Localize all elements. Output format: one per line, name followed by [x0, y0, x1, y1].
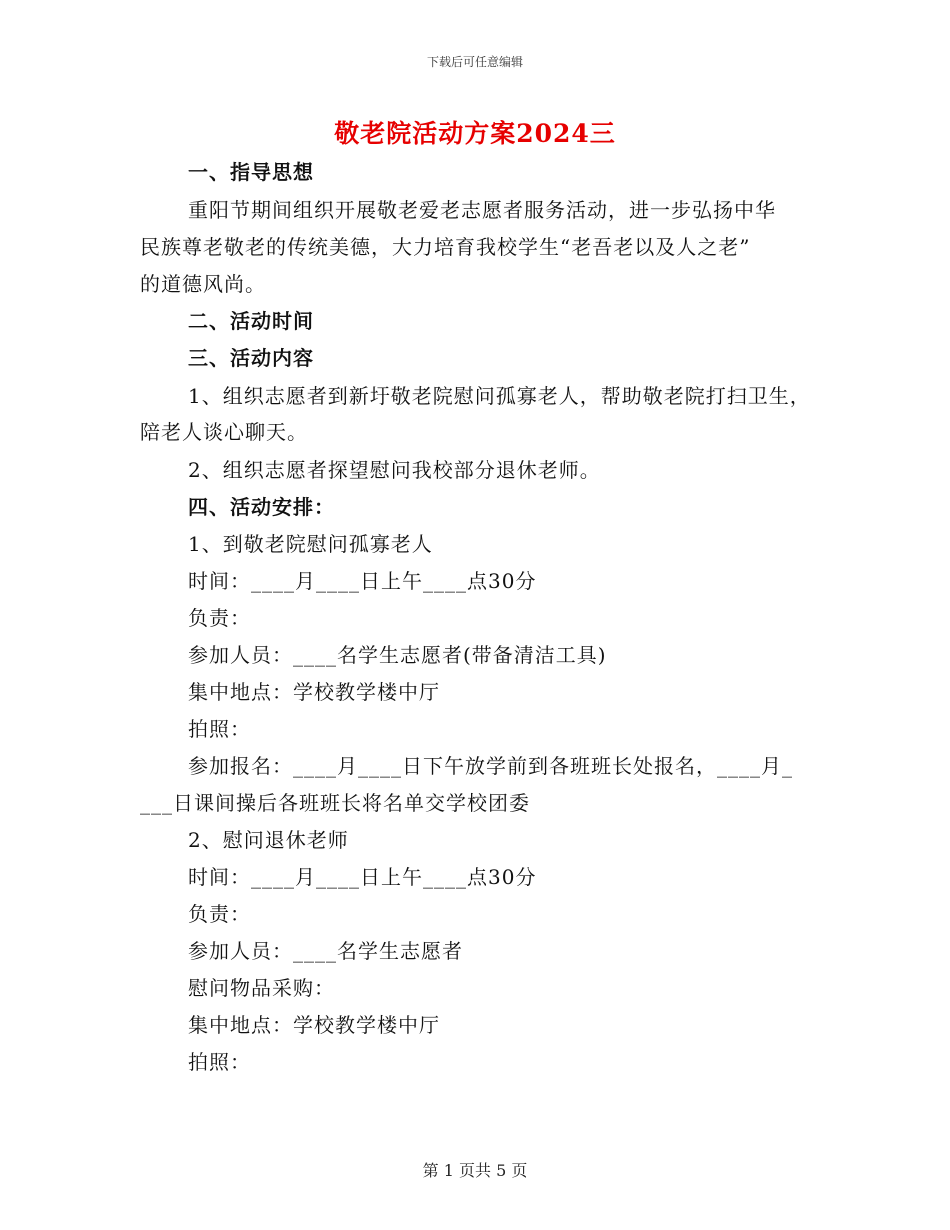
field-line-photo: 拍照： — [188, 1050, 251, 1074]
paragraph-line: 民族尊老敬老的传统美德，大力培育我校学生“老吾老以及人之老” — [140, 235, 751, 259]
section-heading-activity-content: 三、活动内容 — [188, 346, 314, 370]
paragraph-line: 重阳节期间组织开展敬老爱老志愿者服务活动，进一步弘扬中华 — [188, 198, 776, 222]
field-line-responsible: 负责： — [188, 902, 251, 926]
section-heading-guiding-ideology: 一、指导思想 — [188, 160, 314, 184]
field-line-participants: 参加人员：____名学生志愿者(带备清洁工具) — [188, 643, 607, 667]
field-line-responsible: 负责： — [188, 606, 251, 630]
field-line-purchase: 慰问物品采购： — [188, 976, 335, 1000]
field-line-time: 时间：____月____日上午____点30分 — [188, 569, 537, 593]
paragraph-line: 2、组织志愿者探望慰问我校部分退休老师。 — [188, 458, 601, 482]
subsection-heading: 1、到敬老院慰问孤寡老人 — [188, 532, 433, 556]
field-line-time: 时间：____月____日上午____点30分 — [188, 865, 537, 889]
subsection-heading: 2、慰问退休老师 — [188, 828, 349, 852]
document-title: 敬老院活动方案2024三 — [334, 119, 616, 148]
section-heading-activity-time: 二、活动时间 — [188, 309, 314, 333]
page-header: 下载后可任意编辑 — [426, 55, 523, 69]
paragraph-line: 陪老人谈心聊天。 — [140, 420, 308, 444]
section-heading-activity-arrangement: 四、活动安排： — [188, 495, 335, 519]
field-line-location: 集中地点：学校教学楼中厅 — [188, 680, 440, 704]
field-line-registration: 参加报名：____月____日下午放学前到各班班长处报名，____月_ — [188, 754, 793, 778]
field-line-participants: 参加人员：____名学生志愿者 — [188, 939, 463, 963]
field-line-location: 集中地点：学校教学楼中厅 — [188, 1013, 440, 1037]
paragraph-line: 的道德风尚。 — [140, 272, 266, 296]
paragraph-line: 1、组织志愿者到新圩敬老院慰问孤寡老人，帮助敬老院打扫卫生， — [188, 384, 811, 408]
field-line-photo: 拍照： — [188, 717, 251, 741]
page-footer: 第 1 页共 5 页 — [422, 1161, 528, 1180]
field-line-registration-cont: ___日课间操后各班班长将名单交学校团委 — [140, 791, 530, 815]
